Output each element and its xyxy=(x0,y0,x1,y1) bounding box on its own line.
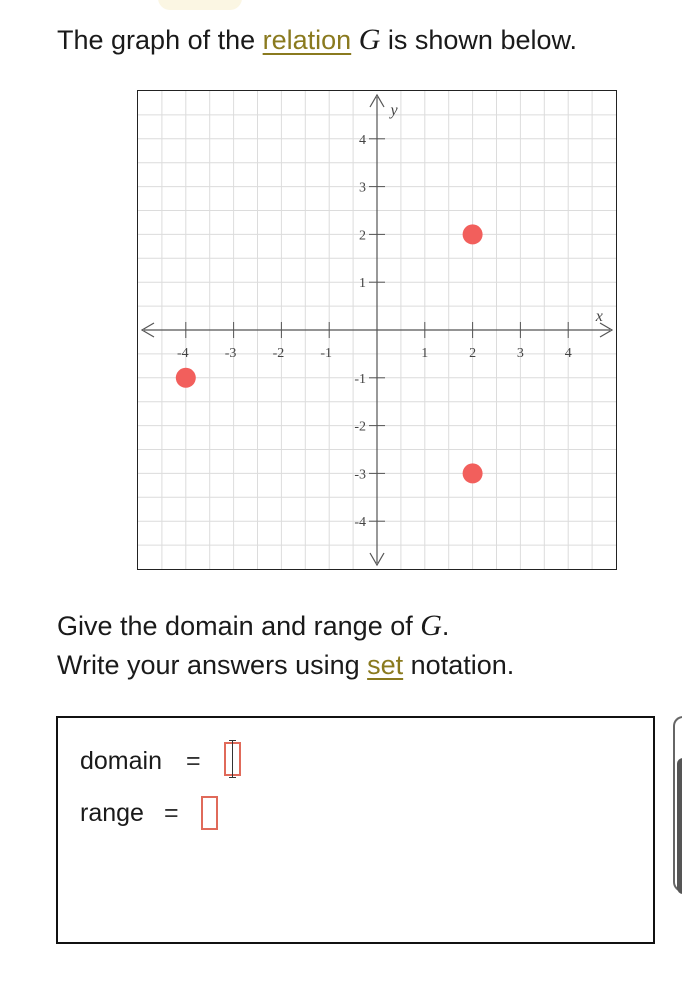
text-cursor xyxy=(232,740,233,778)
y-axis-label: y xyxy=(390,102,398,119)
x-tick-label: 1 xyxy=(421,346,429,361)
data-point xyxy=(463,224,483,244)
x-tick-label: 3 xyxy=(516,346,524,361)
range-equals: = xyxy=(164,799,179,827)
x-tick-label: -3 xyxy=(224,346,237,361)
y-tick-label: -4 xyxy=(354,515,366,531)
top-tab xyxy=(158,0,242,10)
domain-equals: = xyxy=(186,747,201,775)
question-text: . xyxy=(441,611,450,641)
y-tick-label: 2 xyxy=(359,228,366,244)
data-point xyxy=(176,368,196,388)
relation-link[interactable]: relation xyxy=(262,25,352,55)
y-tick-label: 3 xyxy=(359,180,366,196)
x-tick-label: 2 xyxy=(469,346,477,361)
range-input[interactable] xyxy=(201,796,218,830)
relation-variable: G xyxy=(358,23,381,56)
x-tick-label: -1 xyxy=(320,346,333,361)
y-tick-label: -3 xyxy=(354,467,366,483)
graph-svg xyxy=(138,91,616,569)
question-line-3 xyxy=(57,648,514,682)
question-line-2 xyxy=(57,609,449,643)
x-tick-label: -2 xyxy=(272,346,285,361)
set-link[interactable]: set xyxy=(367,650,404,680)
question-text: The graph of the xyxy=(57,25,263,55)
question-text: notation. xyxy=(403,650,515,680)
domain-input[interactable] xyxy=(224,742,241,776)
question-text: Write your answers using xyxy=(57,650,368,680)
y-tick-label: -2 xyxy=(354,419,366,435)
y-tick-label: 4 xyxy=(359,132,366,148)
x-axis-label: x xyxy=(595,308,603,325)
x-tick-label: 4 xyxy=(564,346,572,361)
relation-graph xyxy=(137,90,617,570)
side-panel-handle[interactable] xyxy=(673,716,682,892)
relation-variable: G xyxy=(420,609,442,642)
question-line-1 xyxy=(57,23,577,57)
y-tick-label: 1 xyxy=(359,276,366,292)
question-text: Give the domain and range of xyxy=(57,611,421,641)
data-point xyxy=(463,463,483,483)
domain-label: domain xyxy=(80,747,162,775)
range-label: range xyxy=(80,799,144,827)
y-tick-label: -1 xyxy=(354,371,366,387)
question-text: is shown below. xyxy=(380,25,577,55)
x-tick-label: -4 xyxy=(176,346,189,361)
answer-box xyxy=(56,716,655,944)
